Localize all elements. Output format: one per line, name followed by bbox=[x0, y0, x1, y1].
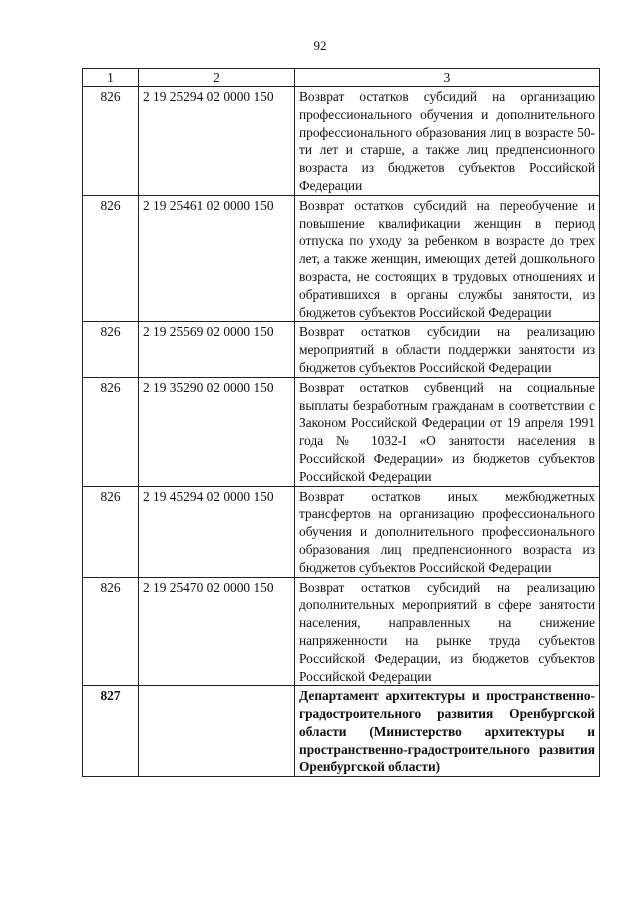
description-cell: Возврат остатков субсидий на реализацию дополнительных мероприятий в сфере занятости населения, направленных на снижение напряженности на рынке труда субъектов Российской Федерации, из бюджетов субъектов Российской Федерации bbox=[295, 577, 600, 686]
kbk-code-cell: 2 19 25461 02 0000 150 bbox=[139, 195, 295, 322]
admin-code-cell: 826 bbox=[83, 377, 139, 486]
table-row bbox=[83, 686, 600, 777]
admin-code-cell: 826 bbox=[83, 577, 139, 686]
table-row bbox=[83, 87, 600, 196]
admin-code-cell: 826 bbox=[83, 87, 139, 196]
table-row bbox=[83, 195, 600, 322]
admin-code-cell: 826 bbox=[83, 322, 139, 377]
budget-classification-table bbox=[82, 68, 600, 777]
table-row bbox=[83, 377, 600, 486]
admin-code-cell: 826 bbox=[83, 486, 139, 577]
column-header-1: 1 bbox=[83, 69, 139, 87]
description-cell: Возврат остатков иных межбюджетных трансфертов на организацию профессионального обучения и дополнительного профессионального образования лиц предпенсионного возраста из бюджетов субъектов Российской Федерации bbox=[295, 486, 600, 577]
kbk-code-cell: 2 19 25470 02 0000 150 bbox=[139, 577, 295, 686]
table-row bbox=[83, 486, 600, 577]
column-header-2: 2 bbox=[139, 69, 295, 87]
table-row bbox=[83, 577, 600, 686]
kbk-code-cell: 2 19 45294 02 0000 150 bbox=[139, 486, 295, 577]
table-header-row bbox=[83, 69, 600, 87]
column-header-3: 3 bbox=[295, 69, 600, 87]
kbk-code-cell: 2 19 35290 02 0000 150 bbox=[139, 377, 295, 486]
table-row bbox=[83, 322, 600, 377]
description-cell: Департамент архитектуры и пространственно-градостроительного развития Оренбургской области (Министерство архитектуры и пространственно-градостроительного развития Оренбургской области) bbox=[295, 686, 600, 777]
description-cell: Возврат остатков субвенций на социальные выплаты безработным гражданам в соответствии с Законом Российской Федерации от 19 апреля 1991 года № 1032-I «О занятости населения в Российской Федерации» из бюджетов субъектов Российской Федерации bbox=[295, 377, 600, 486]
admin-code-cell: 826 bbox=[83, 195, 139, 322]
description-cell: Возврат остатков субсидий на организацию профессионального обучения и дополнительного профессионального образования лиц в возрасте 50-ти лет и старше, а также лиц предпенсионного возраста из бюджетов субъектов Российской Федерации bbox=[295, 87, 600, 196]
admin-code-cell: 827 bbox=[83, 686, 139, 777]
kbk-code-cell: 2 19 25569 02 0000 150 bbox=[139, 322, 295, 377]
kbk-code-cell bbox=[139, 686, 295, 777]
kbk-code-cell: 2 19 25294 02 0000 150 bbox=[139, 87, 295, 196]
description-cell: Возврат остатков субсидии на реализацию мероприятий в области поддержки занятости из бюджетов субъектов Российской Федерации bbox=[295, 322, 600, 377]
description-cell: Возврат остатков субсидий на переобучение и повышение квалификации женщин в период отпуска по уходу за ребенком в возрасте до трех лет, а также женщин, имеющих детей дошкольного возраста, не состоящих в трудовых отношениях и обратившихся в органы службы занятости, из бюджетов субъектов Российской Федерации bbox=[295, 195, 600, 322]
page-number: 92 bbox=[313, 38, 327, 53]
